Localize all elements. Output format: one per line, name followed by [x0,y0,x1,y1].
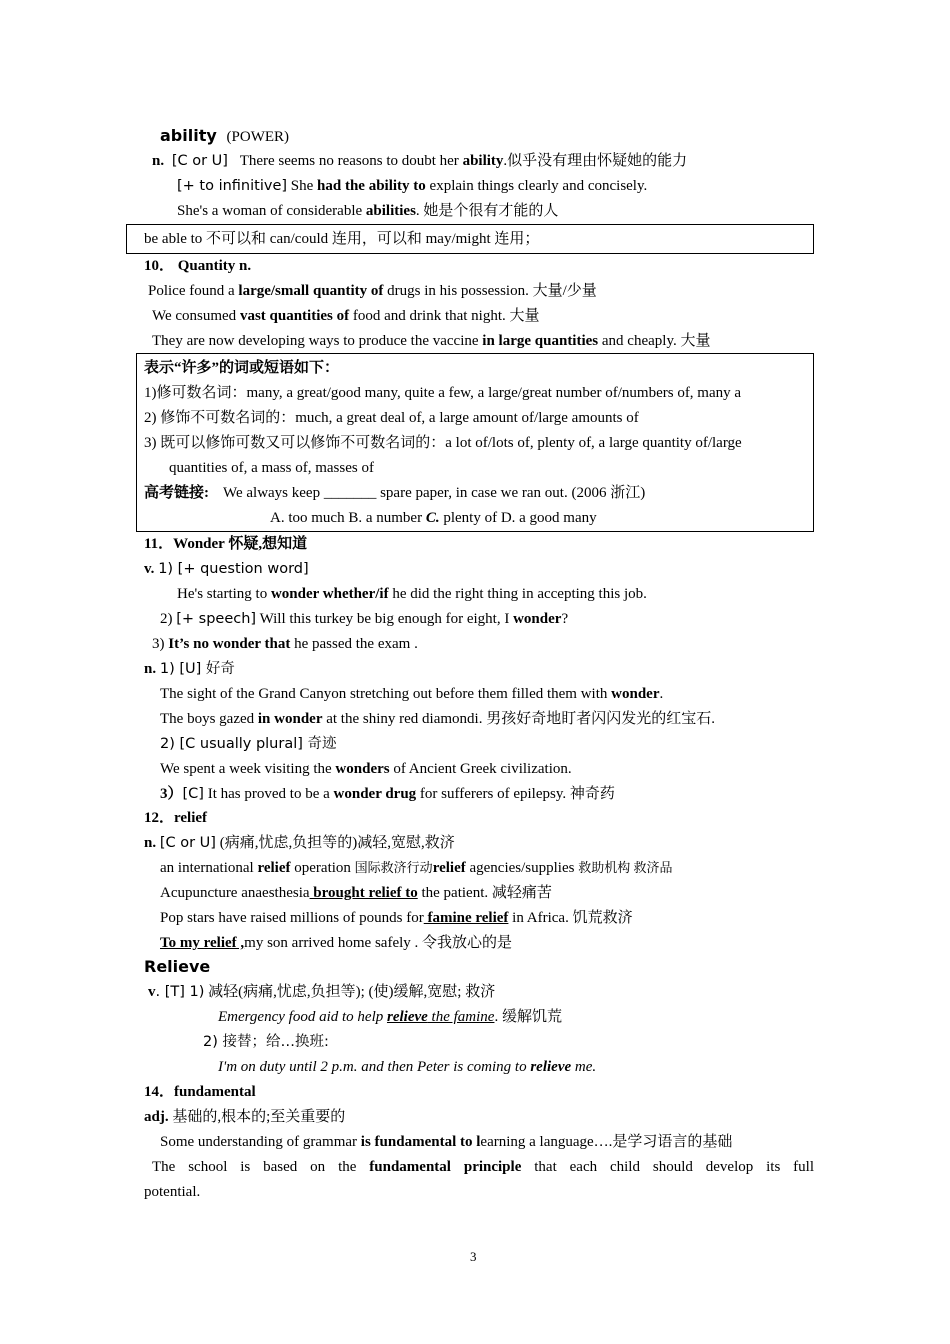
relieve-definition: v. [T] 1) 减轻(病痛,忧虑,负担等); (使)缓解,宽慰; 救济 [148,984,496,1000]
relief-example-3: Pop stars have raised millions of pounds for famine relief in Africa. 饥荒救济 [160,910,633,926]
box-line-3: 3) 既可以修饰可数又可以修饰不可数名词的：a lot of/lots of, plenty of, a large quantity of/large [144,435,742,451]
quantity-example-3: They are now developing ways to produce the vaccine in large quantities and cheaply. 大量 [152,333,711,349]
section-14-heading: 14．fundamental [144,1084,256,1100]
box-line-1: 1)修可数名词：many, a great/good many, quite a few, a large/great number of/numbers of, many a [144,385,742,401]
fundamental-definition: adj. 基础的,根本的;至关重要的 [144,1109,346,1125]
wonder-noun-sense-1: n. 1) [U] 好奇 [144,661,235,677]
wonder-verb-sense-3: 3) It’s no wonder that he passed the exam . [152,636,418,652]
wonder-noun-example-3: We spent a week visiting the wonders of Ancient Greek civilization. [160,761,572,777]
relief-example-2: Acupuncture anaesthesia brought relief to the patient. 减轻痛苦 [160,885,552,901]
wonder-verb-sense-1: v. 1) [+ question word] [144,561,309,577]
ability-sense-1: n. [C or U] There seems no reasons to doubt her ability.似乎没有理由怀疑她的能力 [152,153,688,169]
relieve-heading: Relieve [144,957,211,976]
section-12-heading: 12．relief [144,810,208,826]
wonder-noun-sense-3: 3）[C] It has proved to be a wonder drug for sufferers of epilepsy. 神奇药 [160,786,615,802]
section-10-heading: 10． Quantity n. [144,258,252,274]
box-line-2: 2) 修饰不可数名词的：much, a great deal of, a large amount of/large amounts of [144,410,639,426]
fundamental-example-1: Some understanding of grammar is fundamental to learning a language….是学习语言的基础 [160,1134,733,1150]
box-title: 表示“许多”的词或短语如下： [144,360,340,376]
many-expressions-box [136,353,814,532]
relieve-sense-2: 2) 接替；给…换班: [203,1034,329,1050]
ability-example-3: She's a woman of considerable abilities. 她是个很有才能的人 [177,203,559,219]
ability-example-2: [+ to infinitive] She had the ability to explain things clearly and concisely. [177,178,648,194]
relief-example-1: an international relief operation 国际救济行动relief agencies/supplies 救助机构 救济品 [160,860,673,876]
wonder-verb-example-1: He's starting to wonder whether/if he did the right thing in accepting this job. [177,586,647,602]
fundamental-example-2: The school is based on the fundamental principle that each child should develop its full [152,1159,815,1175]
relief-definition: n. [C or U] (病痛,忧虑,负担等的)减轻,宽慰,救济 [144,835,455,851]
quantity-example-2: We consumed vast quantities of food and drink that night. 大量 [152,308,540,324]
box-line-4: quantities of, a mass of, masses of [169,460,374,476]
quantity-example-1: Police found a large/small quantity of drugs in his possession. 大量/少量 [148,283,597,299]
relieve-example-2: I'm on duty until 2 p.m. and then Peter is coming to relieve me. [218,1059,597,1075]
wonder-noun-sense-2: 2) [C usually plural] 奇迹 [160,736,337,752]
relief-example-4: To my relief ,my son arrived home safely . 令我放心的是 [160,935,513,951]
page-number: 3 [470,1249,477,1264]
wonder-noun-example-1: The sight of the Grand Canyon stretching out before them filled them with wonder. [160,686,664,702]
relieve-example-1: Emergency food aid to help relieve the famine. 缓解饥荒 [218,1009,562,1025]
fundamental-example-2-cont: potential. [144,1184,201,1200]
exam-options: A. too much B. a number C. plenty of D. a good many [270,510,597,526]
wonder-noun-example-2: The boys gazed in wonder at the shiny red diamondi. 男孩好奇地盯者闪闪发光的红宝石. [160,711,715,727]
entry-ability-heading: ability (POWER) [160,126,290,145]
section-11-heading: 11．Wonder 怀疑,想知道 [144,536,308,552]
ability-note: be able to 不可以和 can/could 连用，可以和 may/might 连用； [144,231,540,247]
wonder-verb-sense-2: 2) [+ speech] Will this turkey be big enough for eight, I wonder? [160,611,569,627]
exam-question: 高考链接: We always keep _______ spare paper, in case we ran out. (2006 浙江) [144,485,646,501]
ability-note-box [126,224,814,254]
